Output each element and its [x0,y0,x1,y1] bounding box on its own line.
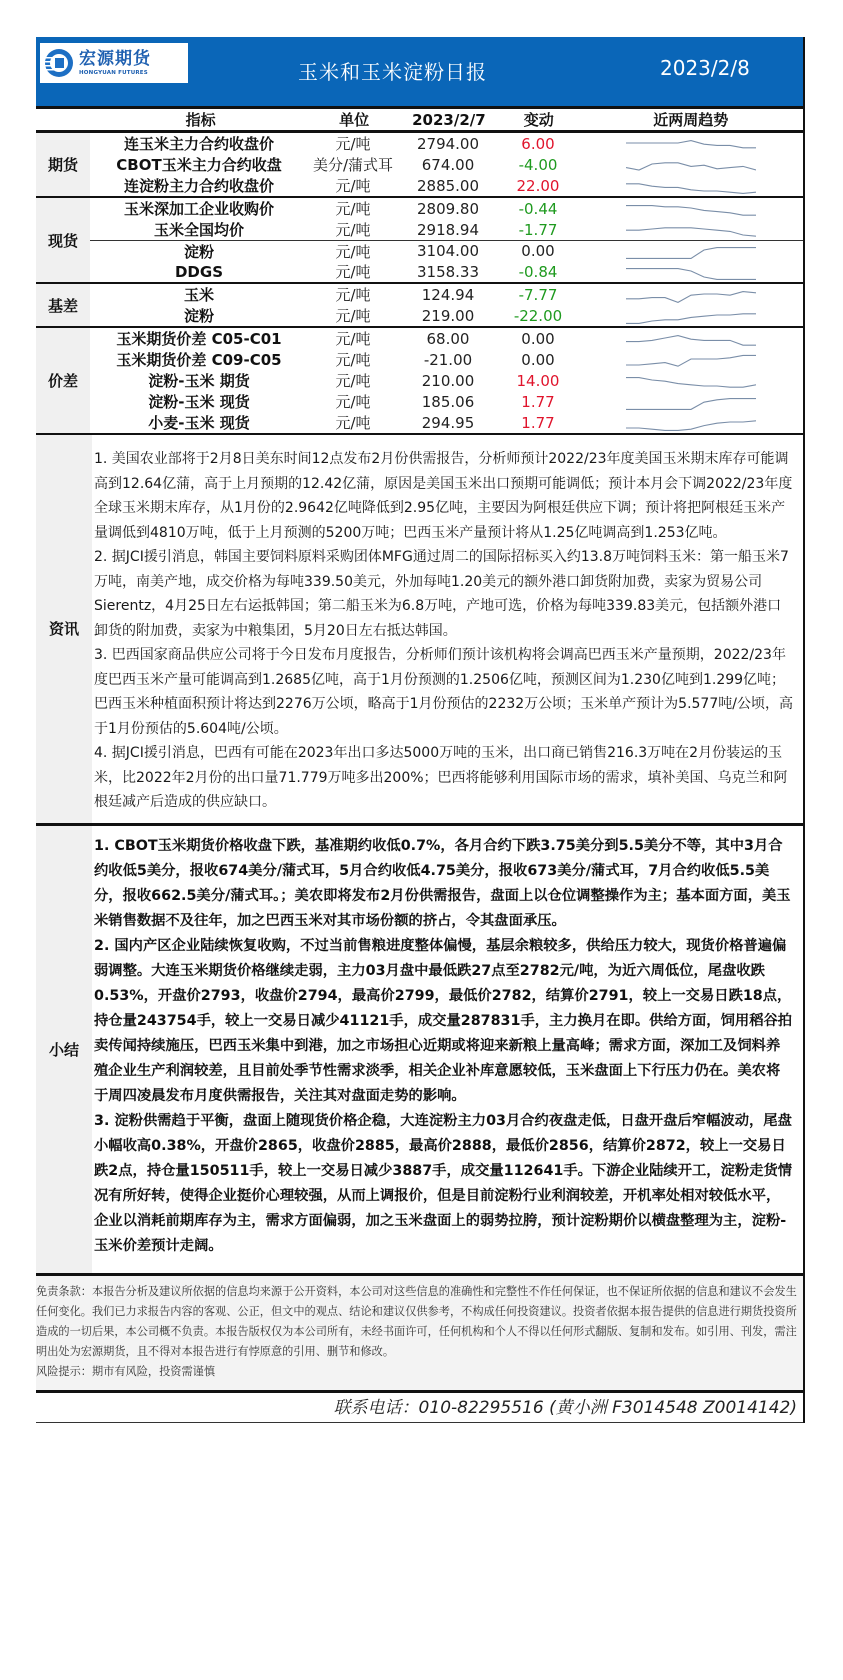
change-cell: 0.00 [521,242,555,260]
section-0 [36,133,803,198]
hongyuan-logo-icon [44,48,74,78]
table-column-headers [36,109,803,133]
table-row [90,219,803,240]
unit-cell: 元/吨 [335,330,371,348]
logo-english-name: HONGYUAN FUTURES [79,69,148,76]
unit-cell: 元/吨 [335,200,371,218]
data-table [36,133,803,435]
change-cell: -7.77 [518,285,558,304]
paragraph-item: 2. 国内产区企业陆续恢复收购，不过当前售粮进度整体偏慢，基层余粮较多，供给压力较大，现货价格普遍偏弱调整。大连玉米期货价格继续走弱，主力03月盘中最低跌27点至2782元/吨，为近六周低位，尾盘收跌0.53%，开盘价2793，收盘价2794，最高价2799，最低价2782，结算价2791，较上一交易日跌18点，持仓量243754手，较上一交易日减少41121手，成交量287831手，主力换月在即。供给方面，饲用稻谷拍卖传闻持续施压，巴西玉米集中到港，加之市场担心近期或将迎来新粮上量高峰；需求方面，深加工及饲料养殖企业生产利润较差，且目前处季节性需求淡季，相关企业补库意愿较低，玉米盘面上下行压力仍在。美农将于周四凌晨发布月度供需报告，关注其对盘面走势的影响。 [94,937,793,1104]
table-row [90,391,803,412]
news-body [92,435,803,823]
paragraph-item: 1. 美国农业部将于2月8日美东时间12点发布2月份供需报告，分析师预计2022/23年度美国玉米期末库存可能调高到12.64亿蒲，高于上月预期的12.42亿蒲，原因是美国玉米出口预期可能调低；预计本月会下调2022/23年度全球玉米期末库存，从1月份的2.9642亿吨降低到2.95亿吨，主要因为阿根廷供应下调；预计将把阿根廷玉米产量调低到4810万吨，低于上月预测的5200万吨；巴西玉米产量预计将从1.25亿吨调高到1.253亿吨。 [94,451,793,541]
unit-cell: 元/吨 [335,263,371,281]
summary-section [36,826,803,1276]
value-cell: 2794.00 [416,134,480,153]
unit-cell: 元/吨 [335,177,371,195]
paragraph-item: 3. 淀粉供需趋于平衡，盘面上随现货价格企稳，大连淀粉主力03月合约夜盘走低，日盘开盘后窄幅波动，尾盘小幅收高0.38%，开盘价2865，收盘价2885，最高价2888，最低价2856，结算价2872，较上一交易日跌2点，持仓量150511手，较上一交易日减少3887手，成交量112641手。下游企业陆续开工，淀粉走货情况有所好转，使得企业挺价心理较强，从而上调报价，但是目前淀粉行业利润较差，开机率处相对较低水平，企业以消耗前期库存为主，需求方面偏弱，加之玉米盘面上的弱势拉胯，预计淀粉期价以横盘整理为主，淀粉-玉米价差预计走阔。 [94,1112,793,1254]
trend-sparkline [578,328,803,349]
indicator-name: DDGS [174,262,224,281]
trend-sparkline [578,175,803,196]
logo-chinese-name: 宏源期货 [79,48,151,69]
indicator-name: 淀粉-玉米 期货 [148,372,250,390]
col-indicator: 指标 [185,111,216,129]
table-row [90,305,803,326]
value-cell: 124.94 [421,285,475,304]
daily-report-sheet [36,37,805,1423]
indicator-name: 淀粉 [183,242,214,261]
paragraph-item: 4. 据JCI援引消息，巴西有可能在2023年出口多达5000万吨的玉米，出口商已销售216.3万吨在2月份装运的玉米，比2022年2月份的出口量71.779万吨多出200%；巴西将能够利用国际市场的需求，填补美国、乌克兰和阿根廷减产后造成的供应缺口。 [94,745,788,810]
change-cell: -1.77 [518,220,558,239]
value-cell: 210.00 [421,371,475,390]
summary-label: 小结 [36,826,92,1273]
indicator-name: 玉米全国均价 [153,221,244,239]
trend-sparkline [578,219,803,240]
table-row [90,370,803,391]
section-label: 价差 [36,328,90,433]
disclaimer-section [36,1276,803,1393]
change-cell: -4.00 [518,155,558,174]
trend-sparkline [578,241,803,262]
report-title: 玉米和玉米淀粉日报 [298,60,487,84]
indicator-name: CBOT玉米主力合约收盘 [116,156,282,174]
value-cell: 3158.33 [416,262,480,281]
trend-sparkline [578,284,803,305]
table-row [90,284,803,305]
paragraph-item: 3. 巴西国家商品供应公司将于今日发布月度报告，分析师们预计该机构将会调高巴西玉米产量预期，2022/23年度巴西玉米产量可能调高到1.2685亿吨，高于1月份预测的1.2506亿吨，预测区间为1.230亿吨到1.299亿吨；巴西玉米种植面积预计将达到2276万公顷，略高于1月份预估的2232万公顷；玉米单产预计为5.577吨/公顷，高于1月份预估的5.604吨/公顷。 [94,647,793,737]
indicator-name: 玉米期货价差 C05-C01 [116,330,282,348]
unit-cell: 元/吨 [335,414,371,432]
trend-sparkline [578,412,803,433]
change-cell: -0.84 [518,262,558,281]
value-cell: 68.00 [426,329,470,348]
table-row [90,328,803,349]
risk-warning: 风险提示：期市有风险，投资需谨慎 [36,1364,216,1378]
col-change: 变动 [523,111,554,129]
trend-sparkline [578,261,803,282]
value-cell: 185.06 [421,392,475,411]
change-cell: 22.00 [516,176,560,195]
unit-cell: 元/吨 [335,351,371,369]
table-row [90,412,803,433]
section-1 [36,198,803,284]
paragraph-item: 1. CBOT玉米期货价格收盘下跌，基准期约收低0.7%，各月合约下跌3.75美分到5.5美分不等，其中3月合约收低5美分，报收674美分/蒲式耳，5月合约收低4.75美分，报收673美分/蒲式耳，7月合约收低5.5美分，报收662.5美分/蒲式耳。；美农即将发布2月份供需报告，盘面上以仓位调整操作为主；基本面方面，美玉米销售数据不及往年，加之巴西玉米对其市场份额的挤占，令其盘面承压。 [94,837,791,929]
value-cell: -21.00 [423,350,473,369]
section-label: 现货 [36,198,90,282]
unit-cell: 元/吨 [335,286,371,304]
indicator-name: 淀粉-玉米 现货 [148,393,250,411]
value-cell: 2809.80 [416,199,480,218]
contact-line: 联系电话：010-82295516 (黄小洲 F3014548 Z0014142) [36,1393,803,1423]
indicator-name: 小麦-玉米 现货 [148,414,250,432]
table-row [90,261,803,282]
table-row [90,175,803,196]
value-cell: 3104.00 [416,242,480,260]
indicator-name: 淀粉 [183,307,214,325]
table-row [90,198,803,219]
unit-cell: 元/吨 [335,135,371,153]
value-cell: 674.00 [421,155,475,174]
disclaimer-text: 免责条款：本报告分析及建议所依据的信息均来源于公开资料，本公司对这些信息的准确性和完整性不作任何保证，也不保证所依据的信息和建议不会发生任何变化。我们已力求报告内容的客观、公正，但文中的观点、结论和建议仅供参考，不构成任何投资建议。投资者依据本报告提供的信息进行期货投资所造成的一切后果，本公司概不负责。本报告版权仅为本公司所有，未经书面许可，任何机构和个人不得以任何形式翻版、复制和发布。如引用、刊发，需注明出处为宏源期货，且不得对本报告进行有悖原意的引用、删节和修改。 [36,1284,797,1358]
trend-sparkline [578,349,803,370]
indicator-name: 连玉米主力合约收盘价 [123,135,274,153]
unit-cell: 美分/蒲式耳 [312,156,394,174]
summary-body [92,826,803,1273]
change-cell: 1.77 [521,413,555,432]
unit-cell: 元/吨 [335,221,371,239]
indicator-name: 连淀粉主力合约收盘价 [123,177,274,195]
paragraph-item: 2. 据JCI援引消息，韩国主要饲料原料采购团体MFG通过周二的国际招标买入约13.8万吨饲料玉米：第一船玉米7万吨，南美产地，成交价格为每吨339.50美元，外加每吨1.20美元的额外港口卸货附加费，卖家为贸易公司Sierentz，4月25日左右运抵韩国；第二船玉米为6.8万吨，产地可选，价格为每吨339.83美元，包括额外港口卸货的附加费，卖家为中粮集团，5月20日左右抵达韩国。 [94,549,789,639]
news-label: 资讯 [36,435,92,823]
unit-cell: 元/吨 [335,307,371,325]
trend-sparkline [578,305,803,326]
change-cell: 6.00 [521,134,555,153]
report-date: 2023/2/8 [660,56,750,80]
unit-cell: 元/吨 [335,242,371,261]
value-cell: 294.95 [421,413,475,432]
table-row [90,240,803,261]
change-cell: 0.00 [521,350,555,369]
col-trend: 近两周趋势 [653,111,729,129]
value-cell: 2918.94 [416,220,480,239]
trend-sparkline [578,198,803,219]
trend-sparkline [578,370,803,391]
table-row [90,133,803,154]
section-2 [36,284,803,328]
indicator-name: 玉米深加工企业收购价 [123,200,274,218]
indicator-name: 玉米期货价差 C09-C05 [116,351,282,369]
report-header [36,37,803,109]
change-cell: -0.44 [518,199,558,218]
unit-cell: 元/吨 [335,372,371,390]
change-cell: 1.77 [521,392,555,411]
value-cell: 2885.00 [416,176,480,195]
change-cell: 0.00 [521,329,555,348]
section-label: 期货 [36,133,90,196]
trend-sparkline [578,154,803,175]
table-row [90,154,803,175]
table-row [90,349,803,370]
change-cell: 14.00 [516,371,560,390]
unit-cell: 元/吨 [335,393,371,411]
indicator-name: 玉米 [183,286,214,304]
section-3 [36,328,803,435]
trend-sparkline [578,391,803,412]
value-cell: 219.00 [421,306,475,325]
col-value-date: 2023/2/7 [412,110,486,129]
trend-sparkline [578,133,803,154]
news-section [36,435,803,826]
col-unit: 单位 [339,111,370,129]
section-label: 基差 [36,284,90,326]
change-cell: -22.00 [513,306,563,325]
company-logo [40,43,188,83]
